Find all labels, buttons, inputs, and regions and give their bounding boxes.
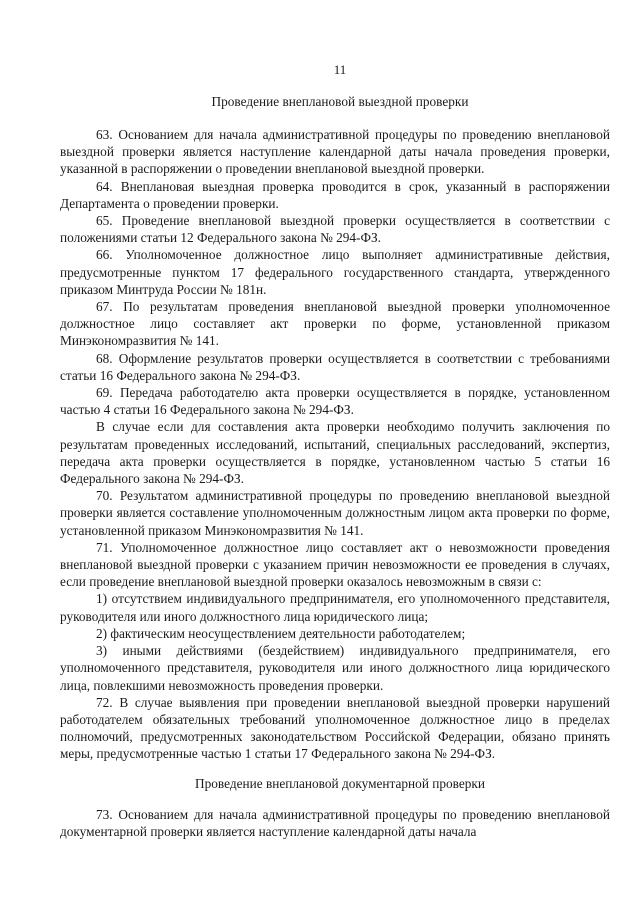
- paragraph-69: 69. Передача работодателю акта проверки осуществляется в порядке, установленном частью 4 статьи 16 Федерального закона № 294-ФЗ.: [60, 385, 610, 418]
- paragraph-63: 63. Основанием для начала административной процедуры по проведению внеплановой выездной проверки является наступление календарной даты начала проведения проверки, указанной в распоряжении о проведении внеплановой выездной проверки.: [60, 127, 610, 177]
- section-body-documentary: [60, 806, 610, 840]
- paragraph-64: 64. Внеплановая выездная проверка проводится в срок, указанный в распоряжении Департамента о проведении проверки.: [60, 178, 610, 211]
- paragraph-71: 71. Уполномоченное должностное лицо составляет акт о невозможности проведения внеплановой выездной проверки с указанием причин невозможности ее проведения в случаях, если проведение внеплановой выездной проверки оказалось невозможным в связи с:: [60, 539, 610, 590]
- paragraph-72: 72. В случае выявления при проведении внеплановой выездной проверки нарушений работодателем обязательных требований уполномоченное должностное лицо в пределах полномочий, предусмотренных законодательством Российской Федерации, обязано принять меры, предусмотренные частью 1 статьи 17 Федерального закона № 294-ФЗ.: [60, 694, 610, 762]
- page-number: 11: [333, 62, 347, 77]
- paragraph-70: 70. Результатом административной процедуры по проведению внеплановой выездной проверки является составление уполномоченным должностным лицом акта проверки по форме, установленной приказом Минэкономразвития № 141.: [60, 488, 610, 538]
- section-title-unscheduled-onsite-inspection: Проведение внеплановой выездной проверки: [211, 94, 469, 109]
- paragraph-68: 68. Оформление результатов проверки осуществляется в соответствии с требованиями статьи 16 Федерального закона № 294-ФЗ.: [60, 350, 610, 383]
- paragraph-73: 73. Основанием для начала административной процедуры по проведению внеплановой документарной проверки является наступление календарной даты начала: [60, 806, 610, 839]
- paragraph-71-item-1: 1) отсутствием индивидуального предпринимателя, его уполномоченного представителя, руководителя или иного должностного лица юридического лица;: [60, 591, 610, 624]
- paragraph-71-item-2: 2) фактическим неосуществлением деятельности работодателем;: [96, 625, 466, 641]
- paragraph-69-continuation: В случае если для составления акта проверки необходимо получить заключения по результатам проведенных исследований, испытаний, специальных расследований, экспертиз, передача акта проверки осуществляется в порядке, установленном частью 5 статьи 16 Федерального закона № 294-ФЗ.: [60, 419, 610, 487]
- section-body-onsite: [60, 126, 610, 763]
- document-page: [60, 62, 610, 840]
- paragraph-66: 66. Уполномоченное должностное лицо выполняет административные действия, предусмотренные пунктом 17 федерального государственного стандарта, утвержденного приказом Минтруда России № 181н.: [60, 247, 610, 297]
- paragraph-71-item-3: 3) иными действиями (бездействием) индивидуального предпринимателя, его уполномоченного представителя, руководителя или иного должностного лица юридического лица, повлекшими невозможность проведения проверки.: [60, 643, 610, 693]
- section-title-unscheduled-documentary-inspection: Проведение внеплановой документарной проверки: [195, 775, 485, 791]
- paragraph-67: 67. По результатам проведения внеплановой выездной проверки уполномоченное должностное лицо составляет акт проверки по форме, установленной приказом Минэкономразвития № 141.: [60, 299, 610, 349]
- paragraph-65: 65. Проведение внеплановой выездной проверки осуществляется в соответствии с положениями статьи 12 Федерального закона № 294-ФЗ.: [60, 213, 610, 246]
